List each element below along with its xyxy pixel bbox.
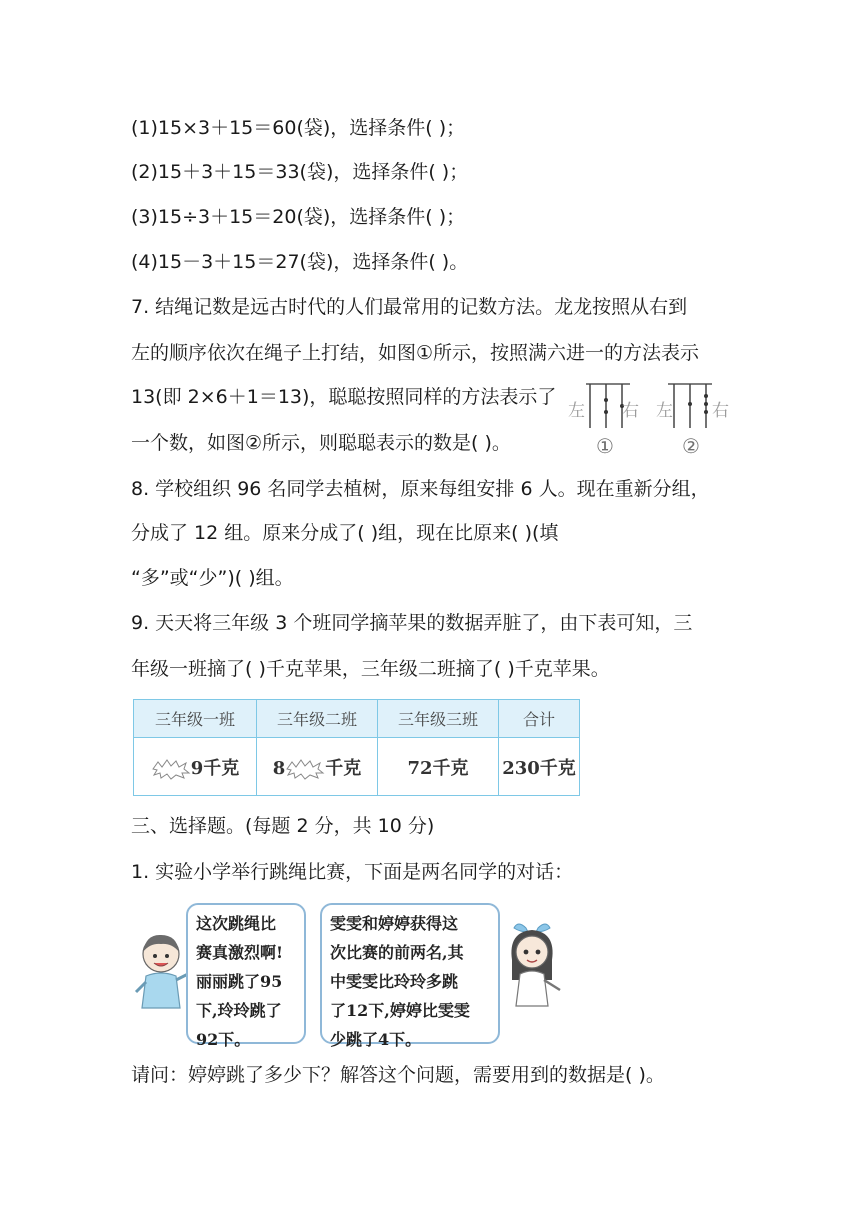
boy-line-1: 这次跳绳比	[196, 914, 277, 933]
cell-class-1-value: 9千克	[190, 757, 240, 779]
question-8-line-3: “多”或“少”)( )组。	[131, 567, 294, 589]
item-3: (3)15÷3＋15＝20(袋)，选择条件( )；	[131, 206, 466, 228]
knot-figures	[566, 382, 736, 462]
header-class-3: 三年级三班	[378, 700, 499, 738]
table-value-row	[134, 738, 580, 796]
cell-class-2-prefix: 8	[272, 757, 286, 779]
cell-class-1	[134, 738, 257, 796]
question-7-line-4: 一个数，如图②所示，则聪聪表示的数是( )。	[131, 432, 511, 454]
girl-line-1: 雯雯和婷婷获得这	[330, 914, 459, 933]
fig1-label: ①	[596, 434, 614, 458]
question-7-line-1: 7. 结绳记数是远古时代的人们最常用的记数方法。龙龙按照从右到	[131, 296, 688, 318]
fig2-label: ②	[682, 434, 700, 458]
girl-speech-bubble	[320, 903, 500, 1049]
girl-line-5: 少跳了4下。	[330, 1030, 422, 1049]
header-class-2: 三年级二班	[257, 700, 378, 738]
item-2: (2)15＋3＋15＝33(袋)，选择条件( )；	[131, 161, 469, 183]
smudge-icon	[151, 758, 191, 780]
cell-class-2-unit: 千克	[325, 757, 362, 779]
knot-diagram	[566, 382, 736, 462]
question-8-line-2: 分成了 12 组。原来分成了( )组，现在比原来( )(填	[131, 522, 559, 544]
cell-total: 230千克	[499, 738, 580, 796]
item-4: (4)15－3＋15＝27(袋)，选择条件( )。	[131, 251, 469, 273]
fig2-left-label: 左	[656, 401, 673, 421]
section-3-heading: 三、选择题。(每题 2 分，共 10 分)	[131, 815, 435, 837]
table-header-row	[134, 700, 580, 738]
item-1: (1)15×3＋15＝60(袋)，选择条件( )；	[131, 117, 466, 139]
header-class-1: 三年级一班	[134, 700, 257, 738]
section-3-question-1: 1. 实验小学举行跳绳比赛，下面是两名同学的对话：	[131, 861, 574, 883]
question-9-line-1: 9. 天天将三年级 3 个班同学摘苹果的数据弄脏了，由下表可知，三	[131, 612, 693, 634]
question-9-line-2: 年级一班摘了( )千克苹果，三年级二班摘了( )千克苹果。	[131, 658, 610, 680]
girl-line-2: 次比赛的前两名,其	[330, 943, 464, 962]
apple-table	[133, 699, 580, 796]
boy-illustration	[132, 930, 190, 1010]
girl-illustration	[500, 920, 564, 1008]
question-8-line-1: 8. 学校组织 96 名同学去植树，原来每组安排 6 人。现在重新分组，	[131, 478, 710, 500]
fig1-left-label: 左	[568, 401, 585, 421]
boy-line-2: 赛真激烈啊!	[196, 943, 284, 962]
question-7-line-3: 13(即 2×6＋1＝13)，聪聪按照同样的方法表示了	[131, 386, 557, 408]
fig1-right-label: 右	[622, 401, 639, 421]
question-7-line-2: 左的顺序依次在绳子上打结，如图①所示，按照满六进一的方法表示	[131, 342, 700, 364]
boy-line-4: 下,玲玲跳了	[196, 1001, 282, 1020]
cell-class-2	[257, 738, 378, 796]
girl-line-4: 了12下,婷婷比雯雯	[330, 1001, 470, 1020]
smudge-icon	[285, 758, 325, 780]
boy-speech-bubble	[186, 903, 306, 1049]
fig2-right-label: 右	[712, 401, 729, 421]
section-3-question-1-ask: 请问：婷婷跳了多少下？解答这个问题，需要用到的数据是( )。	[131, 1064, 665, 1086]
boy-line-3: 丽丽跳了95	[196, 972, 283, 991]
cell-class-3: 72千克	[378, 738, 499, 796]
header-total: 合计	[499, 700, 580, 738]
girl-line-3: 中雯雯比玲玲多跳	[330, 972, 459, 991]
boy-line-5: 92下。	[196, 1030, 251, 1049]
